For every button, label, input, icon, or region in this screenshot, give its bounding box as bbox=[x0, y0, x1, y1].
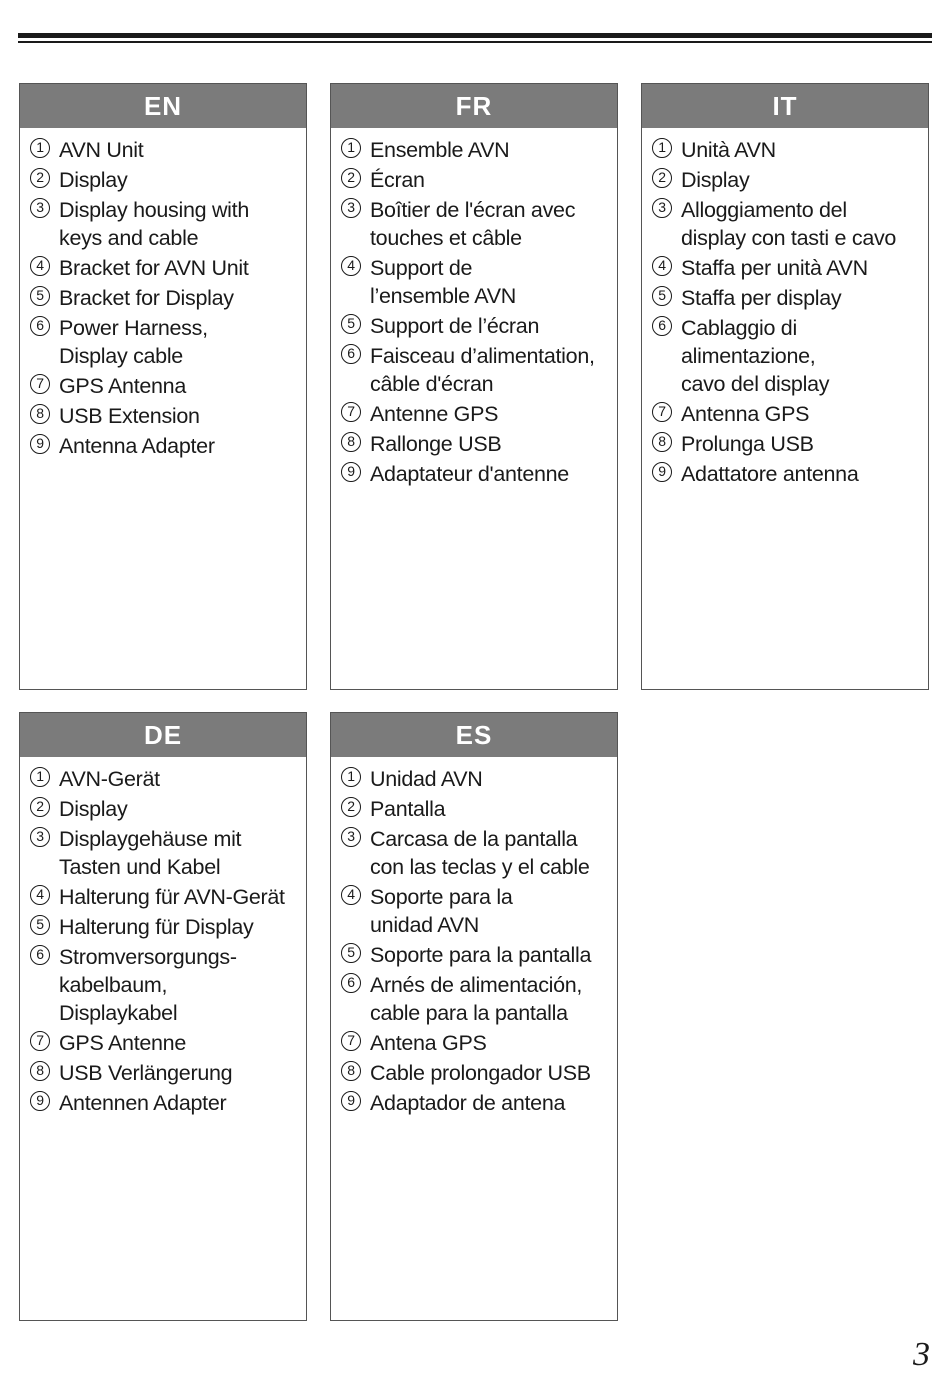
list-item bbox=[331, 400, 617, 428]
item-number-badge: 5 bbox=[652, 286, 672, 306]
item-text: Tasten und Kabel bbox=[59, 855, 221, 879]
item-text: Adaptador de antena bbox=[370, 1091, 566, 1115]
item-text: Antennen Adapter bbox=[59, 1091, 227, 1115]
item-number-badge: 2 bbox=[30, 168, 50, 188]
item-text: Support de l’écran bbox=[370, 314, 540, 338]
item-text: Bracket for Display bbox=[59, 286, 234, 310]
item-number-badge: 9 bbox=[341, 462, 361, 482]
item-text: Staffa per display bbox=[681, 286, 842, 310]
item-number-badge: 5 bbox=[341, 314, 361, 334]
item-text: cable para la pantalla bbox=[370, 1001, 568, 1025]
page-number: 3 bbox=[913, 1336, 930, 1373]
item-text: Bracket for AVN Unit bbox=[59, 256, 249, 280]
parts-list-it bbox=[642, 128, 928, 488]
top-rule-thin bbox=[18, 41, 932, 43]
list-item bbox=[642, 284, 928, 312]
list-item bbox=[642, 460, 928, 488]
list-item bbox=[20, 765, 306, 793]
panel-en bbox=[19, 83, 307, 690]
panel-es bbox=[330, 712, 618, 1321]
item-number-badge: 8 bbox=[30, 1061, 50, 1081]
item-number-badge: 7 bbox=[30, 374, 50, 394]
item-number-badge: 8 bbox=[341, 1061, 361, 1081]
item-number-badge: 8 bbox=[652, 432, 672, 452]
item-number-badge: 4 bbox=[341, 256, 361, 276]
item-number-badge: 1 bbox=[30, 138, 50, 158]
list-item bbox=[331, 795, 617, 823]
list-item bbox=[20, 314, 306, 370]
list-item bbox=[20, 136, 306, 164]
item-number-badge: 6 bbox=[30, 316, 50, 336]
list-item bbox=[20, 372, 306, 400]
item-text: l’ensemble AVN bbox=[370, 284, 516, 308]
item-number-badge: 2 bbox=[652, 168, 672, 188]
item-number-badge: 3 bbox=[341, 827, 361, 847]
top-rule-thick bbox=[18, 33, 932, 38]
item-text: Alloggiamento del bbox=[681, 198, 847, 222]
list-item bbox=[331, 342, 617, 398]
item-number-badge: 1 bbox=[341, 138, 361, 158]
list-item bbox=[331, 196, 617, 252]
item-text: Display cable bbox=[59, 344, 183, 368]
item-text: con las teclas y el cable bbox=[370, 855, 590, 879]
list-item bbox=[331, 765, 617, 793]
item-text: câble d'écran bbox=[370, 372, 494, 396]
item-text: Faisceau d’alimentation, bbox=[370, 344, 595, 368]
list-item bbox=[20, 825, 306, 881]
item-text: Adaptateur d'antenne bbox=[370, 462, 569, 486]
item-number-badge: 6 bbox=[30, 945, 50, 965]
item-text: Display housing with bbox=[59, 198, 249, 222]
panel-header-de: DE bbox=[20, 713, 306, 757]
item-number-badge: 4 bbox=[341, 885, 361, 905]
list-item bbox=[331, 430, 617, 458]
item-text: AVN-Gerät bbox=[59, 767, 160, 791]
list-item bbox=[20, 883, 306, 911]
item-text: Display bbox=[59, 168, 128, 192]
item-number-badge: 3 bbox=[652, 198, 672, 218]
item-text: USB Verlängerung bbox=[59, 1061, 233, 1085]
panel-fr bbox=[330, 83, 618, 690]
item-number-badge: 4 bbox=[30, 885, 50, 905]
panel-it bbox=[641, 83, 929, 690]
parts-list-en bbox=[20, 128, 306, 460]
item-number-badge: 1 bbox=[30, 767, 50, 787]
item-text: Unità AVN bbox=[681, 138, 776, 162]
item-text: Support de bbox=[370, 256, 473, 280]
item-number-badge: 9 bbox=[652, 462, 672, 482]
parts-list-de bbox=[20, 757, 306, 1117]
item-number-badge: 6 bbox=[652, 316, 672, 336]
item-number-badge: 5 bbox=[30, 286, 50, 306]
item-text: Halterung für AVN-Gerät bbox=[59, 885, 285, 909]
panel-de bbox=[19, 712, 307, 1321]
item-number-badge: 7 bbox=[652, 402, 672, 422]
item-text: GPS Antenna bbox=[59, 374, 186, 398]
list-item bbox=[20, 196, 306, 252]
item-number-badge: 5 bbox=[30, 915, 50, 935]
list-item bbox=[331, 460, 617, 488]
item-text: Boîtier de l'écran avec bbox=[370, 198, 576, 222]
item-text: Display bbox=[59, 797, 128, 821]
item-number-badge: 1 bbox=[652, 138, 672, 158]
item-text: Displaykabel bbox=[59, 1001, 178, 1025]
item-text: USB Extension bbox=[59, 404, 200, 428]
item-number-badge: 8 bbox=[341, 432, 361, 452]
item-text: Display bbox=[681, 168, 750, 192]
list-item bbox=[20, 1089, 306, 1117]
list-item bbox=[642, 136, 928, 164]
item-text: display con tasti e cavo bbox=[681, 226, 897, 250]
item-text: Adattatore antenna bbox=[681, 462, 859, 486]
item-text: Rallonge USB bbox=[370, 432, 502, 456]
list-item bbox=[20, 913, 306, 941]
item-text: Écran bbox=[370, 168, 425, 192]
parts-list-fr bbox=[331, 128, 617, 488]
list-item bbox=[331, 254, 617, 310]
item-text: touches et câble bbox=[370, 226, 522, 250]
list-item bbox=[20, 1029, 306, 1057]
panel-header-it: IT bbox=[642, 84, 928, 128]
item-text: Ensemble AVN bbox=[370, 138, 510, 162]
item-text: Displaygehäuse mit bbox=[59, 827, 242, 851]
list-item bbox=[331, 1029, 617, 1057]
item-text: Carcasa de la pantalla bbox=[370, 827, 578, 851]
item-text: Antenne GPS bbox=[370, 402, 499, 426]
item-number-badge: 9 bbox=[341, 1091, 361, 1111]
item-number-badge: 3 bbox=[30, 827, 50, 847]
list-item bbox=[331, 136, 617, 164]
item-number-badge: 9 bbox=[30, 434, 50, 454]
item-text: Soporte para la bbox=[370, 885, 513, 909]
item-text: Halterung für Display bbox=[59, 915, 254, 939]
item-number-badge: 7 bbox=[341, 1031, 361, 1051]
list-item bbox=[331, 941, 617, 969]
list-item bbox=[642, 254, 928, 282]
item-number-badge: 7 bbox=[30, 1031, 50, 1051]
item-text: Stromversorgungs- bbox=[59, 945, 237, 969]
item-text: Antenna Adapter bbox=[59, 434, 215, 458]
item-text: unidad AVN bbox=[370, 913, 479, 937]
list-item bbox=[20, 943, 306, 1027]
item-number-badge: 2 bbox=[341, 797, 361, 817]
item-text: AVN Unit bbox=[59, 138, 144, 162]
list-item bbox=[642, 400, 928, 428]
list-item bbox=[642, 166, 928, 194]
item-text: Unidad AVN bbox=[370, 767, 483, 791]
item-number-badge: 4 bbox=[652, 256, 672, 276]
item-text: kabelbaum, bbox=[59, 973, 168, 997]
list-item bbox=[20, 1059, 306, 1087]
item-text: cavo del display bbox=[681, 372, 830, 396]
list-item bbox=[20, 432, 306, 460]
item-number-badge: 3 bbox=[341, 198, 361, 218]
item-number-badge: 9 bbox=[30, 1091, 50, 1111]
list-item bbox=[20, 402, 306, 430]
item-number-badge: 3 bbox=[30, 198, 50, 218]
list-item bbox=[331, 825, 617, 881]
item-text: Cablaggio di bbox=[681, 316, 797, 340]
list-item bbox=[642, 430, 928, 458]
item-text: alimentazione, bbox=[681, 344, 816, 368]
item-number-badge: 6 bbox=[341, 344, 361, 364]
list-item bbox=[20, 795, 306, 823]
item-text: Antena GPS bbox=[370, 1031, 487, 1055]
item-number-badge: 7 bbox=[341, 402, 361, 422]
item-text: Arnés de alimentación, bbox=[370, 973, 583, 997]
item-number-badge: 4 bbox=[30, 256, 50, 276]
item-number-badge: 6 bbox=[341, 973, 361, 993]
list-item bbox=[331, 1059, 617, 1087]
panel-header-en: EN bbox=[20, 84, 306, 128]
item-text: Pantalla bbox=[370, 797, 446, 821]
item-text: GPS Antenne bbox=[59, 1031, 186, 1055]
list-item bbox=[331, 166, 617, 194]
item-text: Power Harness, bbox=[59, 316, 208, 340]
list-item bbox=[331, 1089, 617, 1117]
list-item bbox=[331, 971, 617, 1027]
list-item bbox=[331, 312, 617, 340]
item-number-badge: 8 bbox=[30, 404, 50, 424]
panel-header-fr: FR bbox=[331, 84, 617, 128]
item-number-badge: 2 bbox=[30, 797, 50, 817]
list-item bbox=[20, 254, 306, 282]
list-item bbox=[642, 196, 928, 252]
item-number-badge: 1 bbox=[341, 767, 361, 787]
item-text: keys and cable bbox=[59, 226, 199, 250]
item-number-badge: 2 bbox=[341, 168, 361, 188]
item-number-badge: 5 bbox=[341, 943, 361, 963]
list-item bbox=[20, 284, 306, 312]
parts-list-es bbox=[331, 757, 617, 1117]
list-item bbox=[331, 883, 617, 939]
item-text: Staffa per unità AVN bbox=[681, 256, 868, 280]
list-item bbox=[20, 166, 306, 194]
panel-header-es: ES bbox=[331, 713, 617, 757]
item-text: Prolunga USB bbox=[681, 432, 814, 456]
item-text: Antenna GPS bbox=[681, 402, 810, 426]
item-text: Soporte para la pantalla bbox=[370, 943, 592, 967]
list-item bbox=[642, 314, 928, 398]
item-text: Cable prolongador USB bbox=[370, 1061, 591, 1085]
